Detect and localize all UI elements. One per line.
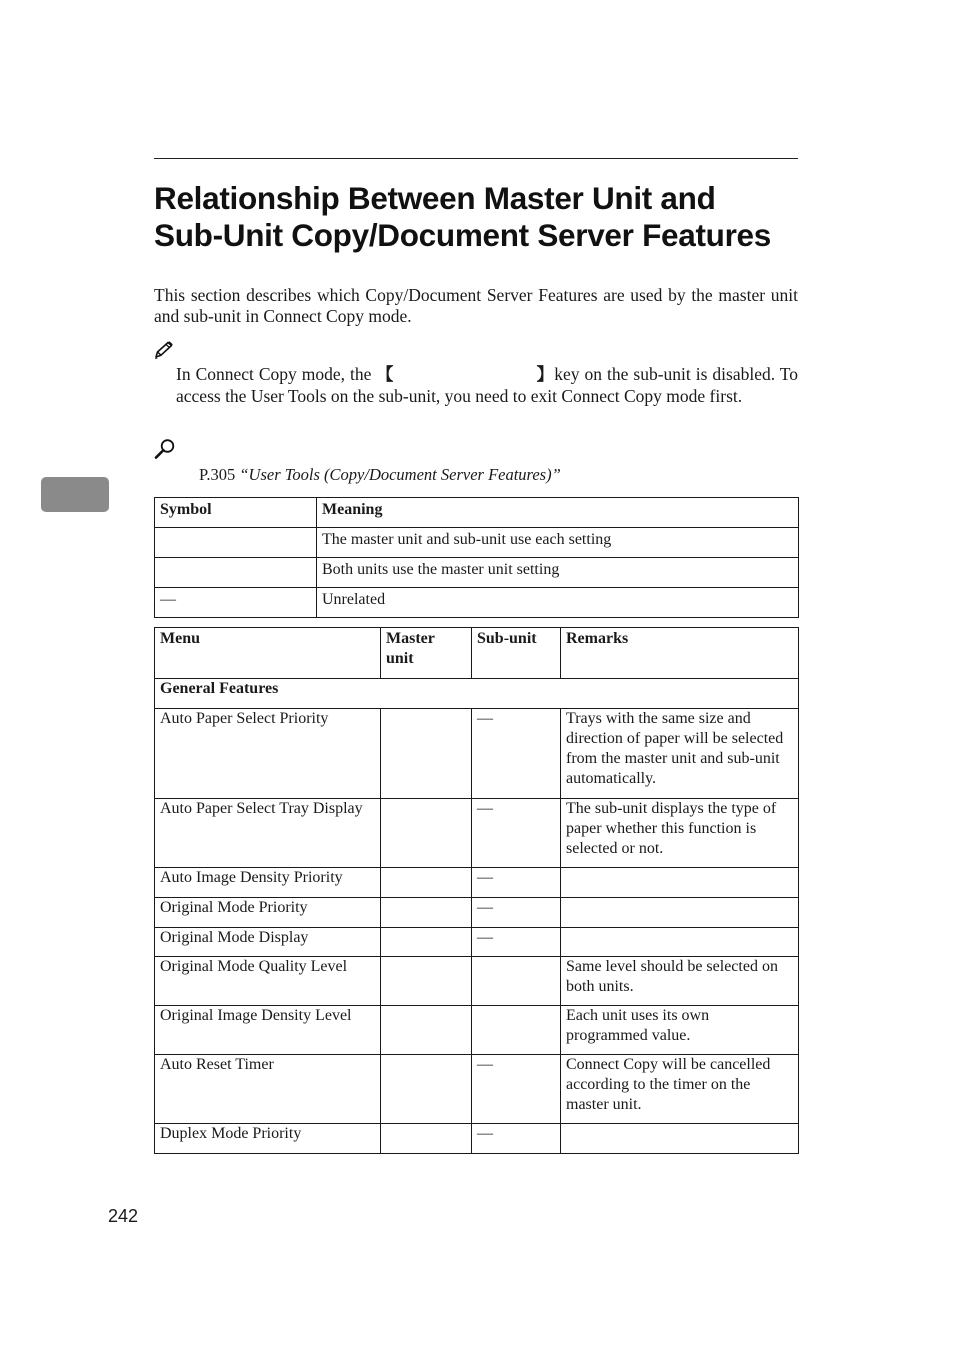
menu-cell: Auto Paper Select Priority bbox=[155, 709, 381, 799]
remarks-cell bbox=[561, 898, 799, 928]
column-header-sub-unit: Sub-unit bbox=[472, 628, 561, 679]
master-cell bbox=[381, 928, 472, 957]
note-text bbox=[176, 364, 798, 407]
column-header-master-unit bbox=[381, 628, 472, 679]
remarks-cell: Trays with the same size and direction of paper will be selected from the master unit and sub-unit automatically. bbox=[561, 709, 799, 799]
remarks-cell: The sub-unit displays the type of paper whether this function is selected or not. bbox=[561, 799, 799, 868]
table-row bbox=[155, 799, 799, 868]
sub-unit-cell: — bbox=[472, 1124, 561, 1154]
master-cell bbox=[381, 1006, 472, 1055]
pencil-note-icon bbox=[153, 340, 175, 360]
page-number: 242 bbox=[108, 1206, 139, 1226]
master-header-line-1: Master bbox=[386, 630, 435, 647]
reference-text bbox=[199, 465, 561, 485]
symbol-cell bbox=[155, 528, 317, 558]
master-header-line-2: unit bbox=[386, 650, 414, 667]
remarks-cell: Connect Copy will be cancelled according to the timer on the master unit. bbox=[561, 1055, 799, 1124]
page-title-line-1: Relationship Between Master Unit and bbox=[154, 180, 716, 216]
remarks-cell: Each unit uses its own programmed value. bbox=[561, 1006, 799, 1055]
sub-unit-cell: — bbox=[472, 928, 561, 957]
menu-cell: Auto Paper Select Tray Display bbox=[155, 799, 381, 868]
sub-unit-cell: — bbox=[472, 898, 561, 928]
sub-unit-cell: — bbox=[472, 709, 561, 799]
sub-unit-cell: — bbox=[472, 1055, 561, 1124]
master-cell bbox=[381, 799, 472, 868]
table-row bbox=[155, 588, 799, 618]
menu-cell: Auto Image Density Priority bbox=[155, 868, 381, 898]
table-header-row bbox=[155, 498, 799, 528]
sub-unit-cell bbox=[472, 957, 561, 1006]
table-row bbox=[155, 558, 799, 588]
column-header-meaning: Meaning bbox=[317, 498, 799, 528]
meaning-cell: The master unit and sub-unit use each setting bbox=[317, 528, 799, 558]
column-header-menu: Menu bbox=[155, 628, 381, 679]
master-cell bbox=[381, 868, 472, 898]
symbol-cell: — bbox=[155, 588, 317, 618]
column-header-symbol: Symbol bbox=[155, 498, 317, 528]
menu-cell: Auto Reset Timer bbox=[155, 1055, 381, 1124]
table-header-row bbox=[155, 628, 799, 679]
table-row bbox=[155, 1055, 799, 1124]
key-bracket-open: 【 bbox=[376, 365, 395, 385]
section-row bbox=[155, 679, 799, 709]
page-title-line-2: Sub-Unit Copy/Document Server Features bbox=[154, 217, 771, 253]
features-table bbox=[154, 627, 799, 1154]
reference-page: P.305 bbox=[199, 465, 240, 484]
menu-cell: Original Mode Priority bbox=[155, 898, 381, 928]
key-bracket-close: 】 bbox=[536, 365, 555, 385]
column-header-remarks: Remarks bbox=[561, 628, 799, 679]
table-row bbox=[155, 1006, 799, 1055]
master-cell bbox=[381, 709, 472, 799]
table-row bbox=[155, 528, 799, 558]
top-rule bbox=[154, 158, 798, 159]
table-row bbox=[155, 957, 799, 1006]
table-row bbox=[155, 1124, 799, 1154]
remarks-cell bbox=[561, 868, 799, 898]
menu-cell: Duplex Mode Priority bbox=[155, 1124, 381, 1154]
remarks-cell bbox=[561, 928, 799, 957]
symbol-cell bbox=[155, 558, 317, 588]
note-text-after-key: key on the sub-unit is disabled. To access the User Tools on the sub-unit, you need to exit Connect Copy mode first. bbox=[176, 364, 799, 406]
menu-cell: Original Image Density Level bbox=[155, 1006, 381, 1055]
symbols-table bbox=[154, 497, 799, 618]
menu-cell: Original Mode Quality Level bbox=[155, 957, 381, 1006]
remarks-cell: Same level should be selected on both units. bbox=[561, 957, 799, 1006]
note-text-before-key: In Connect Copy mode, the bbox=[176, 364, 377, 384]
section-label: General Features bbox=[155, 679, 799, 709]
master-cell bbox=[381, 898, 472, 928]
intro-paragraph: This section describes which Copy/Document Server Features are used by the master unit and sub-unit in Connect Copy mode. bbox=[154, 285, 798, 326]
master-cell bbox=[381, 1124, 472, 1154]
page-title bbox=[154, 180, 814, 254]
master-cell bbox=[381, 1055, 472, 1124]
table-row bbox=[155, 868, 799, 898]
table-row bbox=[155, 709, 799, 799]
sub-unit-cell bbox=[472, 1006, 561, 1055]
sub-unit-cell: — bbox=[472, 799, 561, 868]
menu-cell: Original Mode Display bbox=[155, 928, 381, 957]
remarks-cell bbox=[561, 1124, 799, 1154]
sub-unit-cell: — bbox=[472, 868, 561, 898]
reference-title[interactable]: “User Tools (Copy/Document Server Features)” bbox=[239, 465, 561, 484]
chapter-tab bbox=[41, 477, 109, 512]
meaning-cell: Unrelated bbox=[317, 588, 799, 618]
table-row bbox=[155, 928, 799, 957]
magnifier-reference-icon bbox=[154, 438, 176, 460]
master-cell bbox=[381, 957, 472, 1006]
meaning-cell: Both units use the master unit setting bbox=[317, 558, 799, 588]
table-row bbox=[155, 898, 799, 928]
